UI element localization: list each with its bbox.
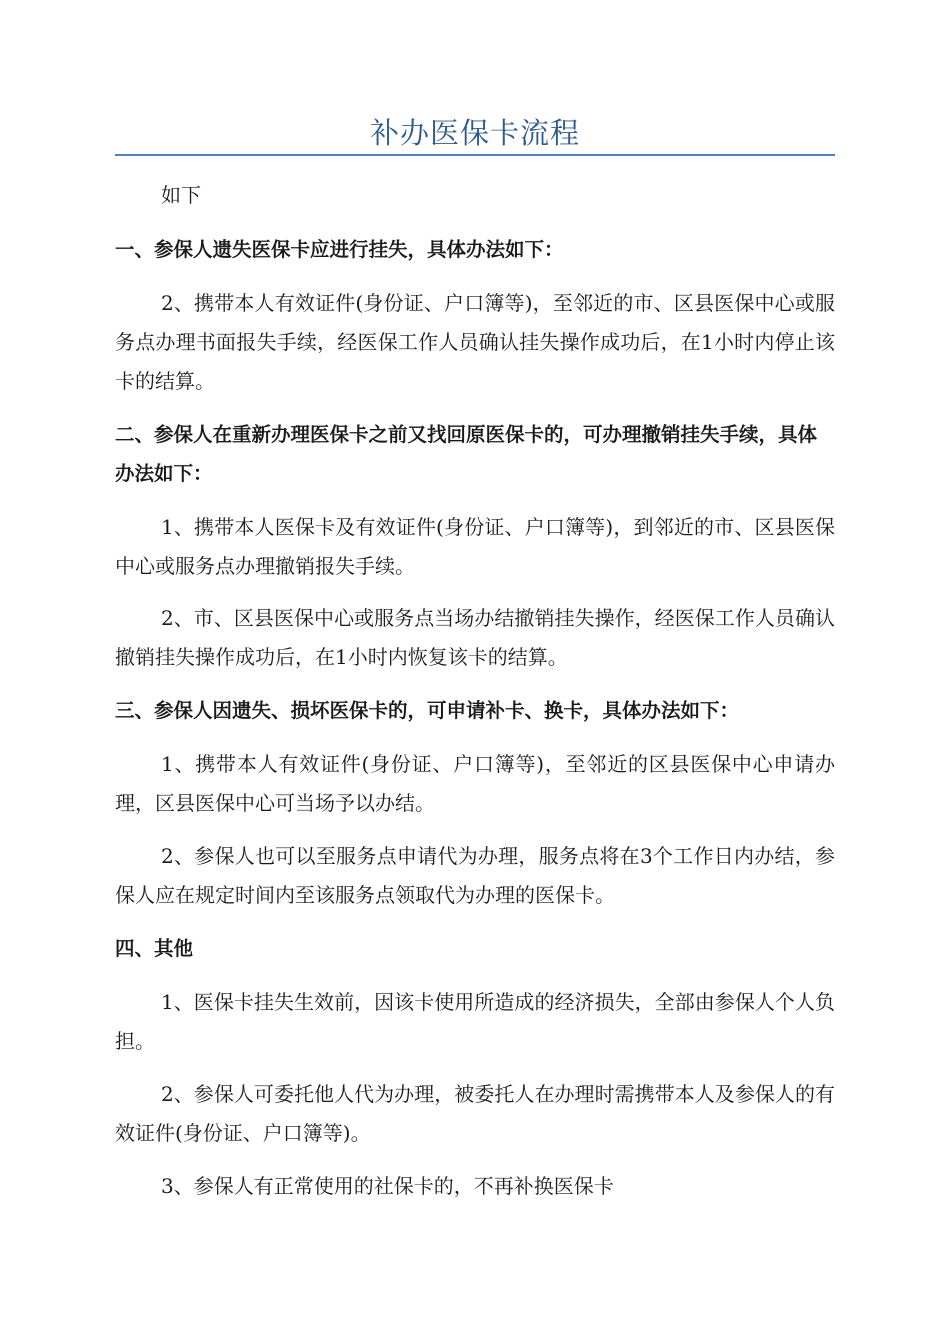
section-4-heading: 四、其他 (115, 937, 194, 960)
document-title: 补办医保卡流程 (369, 116, 580, 150)
section-4-paragraph-1: 1、医保卡挂失生效前，因该卡使用所造成的经济损失，全部由参保人个人负担。 (115, 990, 835, 1053)
section-1-paragraph-1: 2、携带本人有效证件(身份证、户口簿等)，至邻近的市、区县医保中心或服务点办理书面报失手续，经医保工作人员确认挂失操作成功后，在1小时内停止该卡的结算。 (115, 291, 835, 393)
section-3-heading: 三、参保人因遗失、损坏医保卡的，可申请补卡、换卡，具体办法如下： (115, 699, 740, 722)
section-2-paragraph-1: 1、携带本人医保卡及有效证件(身份证、户口簿等)，到邻近的市、区县医保中心或服务点办理撤销报失手续。 (115, 515, 835, 578)
section-4-paragraph-3: 3、参保人有正常使用的社保卡的，不再补换医保卡 (161, 1174, 614, 1198)
section-4-paragraph-2: 2、参保人可委托他人代为办理，被委托人在办理时需携带本人及参保人的有效证件(身份证、户口簿等)。 (115, 1082, 835, 1145)
section-3-paragraph-1: 1、携带本人有效证件(身份证、户口簿等)，至邻近的区县医保中心申请办理，区县医保中心可当场予以办结。 (115, 752, 835, 815)
intro-paragraph: 如下 (161, 183, 201, 207)
section-2-paragraph-2: 2、市、区县医保中心或服务点当场办结撤销挂失操作，经医保工作人员确认撤销挂失操作成功后，在1小时内恢复该卡的结算。 (115, 606, 835, 669)
section-3-paragraph-2: 2、参保人也可以至服务点申请代为办理，服务点将在3个工作日内办结，参保人应在规定时间内至该服务点领取代为办理的医保卡。 (115, 844, 835, 907)
section-1-heading: 一、参保人遗失医保卡应进行挂失，具体办法如下： (115, 238, 564, 261)
section-2-heading: 二、参保人在重新办理医保卡之前又找回原医保卡的，可办理撤销挂失手续，具体办法如下： (115, 423, 818, 485)
title-underline (115, 154, 835, 156)
